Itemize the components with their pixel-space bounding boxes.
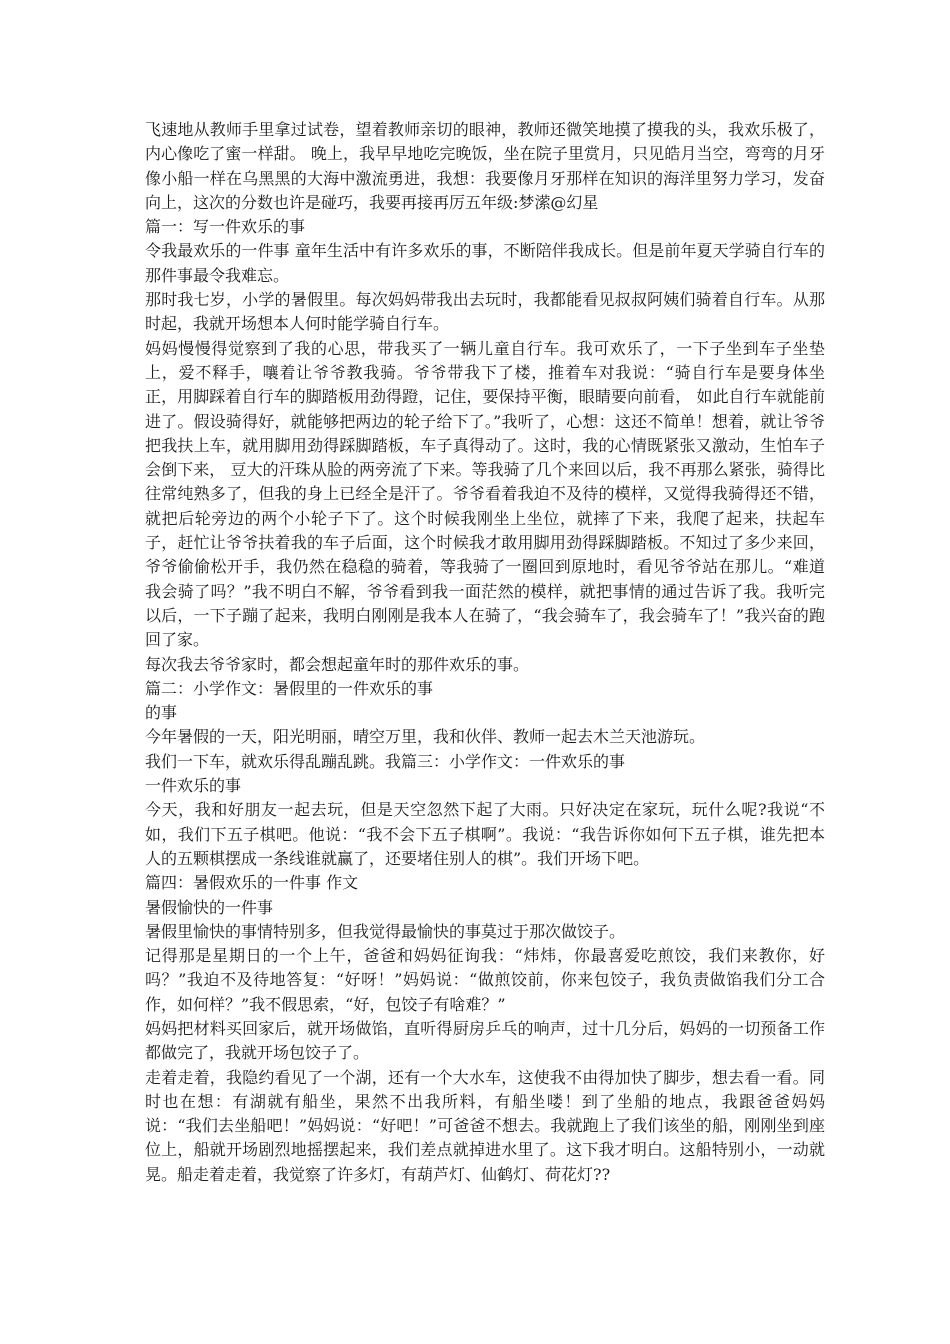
paragraph: 妈妈把材料买回家后，就开场做馅，直听得厨房乒乓的响声，过十几分后，妈妈的一切预备工作都做完了，我就开场包饺子了。 (145, 1018, 825, 1063)
paragraph: 走着走着，我隐约看见了一个湖，还有一个大水车，这使我不由得加快了脚步，想去看一看。同时也在想：有湖就有船坐，果然不出我所料，有船坐喽！到了坐船的地点，我跟爸爸妈妈说：“我们去坐船吧！”妈妈说：“好吧！”可爸爸不想去。我就跑上了我们该坐的船，刚刚坐到座位上，船就开场剧烈地摇摆起来，我们差点就掉进水里了。这下我才明白。这船特别小，一动就晃。船走着走着，我觉察了许多灯，有葫芦灯、仙鹤灯、荷花灯?? (145, 1067, 825, 1184)
paragraph: 令我最欢乐的一件事 童年生活中有许多欢乐的事，不断陪伴我成长。但是前年夏天学骑自行车的那件事最令我难忘。 (145, 241, 825, 285)
paragraph: 今天，我和好朋友一起去玩，但是天空忽然下起了大雨。只好决定在家玩，玩什么呢?我说“不如，我们下五子棋吧。他说：“我不会下五子棋啊”。我说：“我告诉你如何下五子棋，谁先把本人的五颗棋摆成一条线谁就赢了，还要堵住别人的棋”。我们开场下吧。 (145, 800, 825, 868)
paragraph: 我们一下车，就欢乐得乱蹦乱跳。我篇三：小学作文：一件欢乐的事 (145, 751, 626, 771)
document-body (145, 118, 825, 1187)
section-heading-2: 篇二：小学作文：暑假里的一件欢乐的事 (145, 678, 434, 698)
section-heading-1: 篇一：写一件欢乐的事 (145, 217, 306, 237)
paragraph: 妈妈慢慢得觉察到了我的心思，带我买了一辆儿童自行车。我可欢乐了，一下子坐到车子坐垫上，爱不释手，嚷着让爷爷教我骑。爷爷带我下了楼，推着车对我说：“骑自行车是要身体坐正，用脚踩着自行车的脚踏板用劲得蹬，记住，要保持平衡，眼睛要向前看， 如此自行车就能前进了。假设骑得好，就能够把两边的轮子给下了。”我听了，心想：这还不简单！想着，就让爷爷把我扶上车，就用脚用劲得踩脚踏板，车子真得动了。这时，我的心情既紧张又激动，生怕车子会倒下来， 豆大的汗珠从脸的两旁流了下来。等我骑了几个来回以后，我不再那么紧张，骑得比往常纯熟多了，但我的身上已经全是汗了。爷爷看着我迫不及待的模样，又觉得我骑得还不错，就把后轮旁边的两个小轮子下了。这个时候我刚坐上坐位，就摔了下来，我爬了起来，扶起车子，赶忙让爷爷扶着我的车子后面，这个时候我才敢用脚用劲得踩脚踏板。不知过了多少来回，爷爷偷偷松开手，我仍然在稳稳的骑着，等我骑了一圈回到原地时，看见爷爷站在那儿。“难道我会骑了吗？”我不明白不解，爷爷看到我一面茫然的模样，就把事情的通过告诉了我。我听完以后，一下子蹦了起来，我明白刚刚是我本人在骑了，“我会骑车了，我会骑车了！”我兴奋的跑回了家。 (145, 338, 825, 650)
paragraph: 今年暑假的一天，阳光明丽，晴空万里，我和伙伴、教师一起去木兰天池游玩。 (145, 727, 706, 747)
paragraph: 记得那是星期日的一个上午，爸爸和妈妈征询我：“炜炜，你最喜爱吃煎饺，我们来教你，好吗？”我迫不及待地答复：“好呀！”妈妈说：“做煎饺前，你来包饺子，我负责做馅我们分工合作，如何样？”我不假思索，“好，包饺子有啥难？” (145, 946, 825, 1014)
paragraph: 暑假愉快的一件事 (145, 897, 274, 917)
section-heading-4: 篇四：暑假欢乐的一件事 作文 (145, 873, 359, 893)
paragraph: 暑假里愉快的事情特别多，但我觉得最愉快的事莫过于那次做饺子。 (145, 921, 626, 941)
paragraph-intro: 飞速地从教师手里拿过试卷，望着教师亲切的眼神，教师还微笑地摸了摸我的头，我欢乐极了，内心像吃了蜜一样甜。 晚上，我早早地吃完晚饭，坐在院子里赏月，只见皓月当空，弯弯的月牙像小船一样在乌黑黑的大海中激流勇进，我想：我要像月牙那样在知识的海洋里努力学习，发奋向上，这次的分数也许是碰巧，我要再接再厉五年级:梦潆@幻星 (145, 120, 825, 212)
paragraph: 一件欢乐的事 (145, 776, 242, 796)
paragraph: 那时我七岁，小学的暑假里。每次妈妈带我出去玩时，我都能看见叔叔阿姨们骑着自行车。从那时起，我就开场想本人何时能学骑自行车。 (145, 290, 825, 334)
paragraph: 的事 (145, 703, 178, 723)
paragraph: 每次我去爷爷家时，都会想起童年时的那件欢乐的事。 (145, 654, 530, 674)
